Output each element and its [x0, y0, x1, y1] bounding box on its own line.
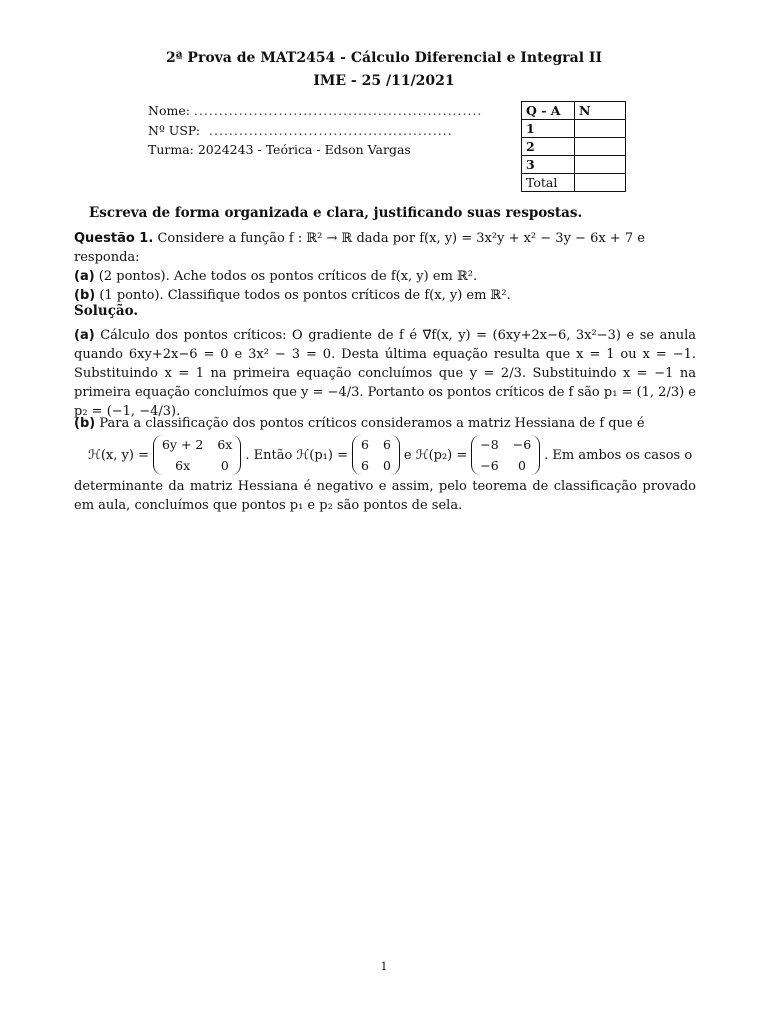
- matrix-entry: 6: [361, 458, 369, 473]
- usp-dots: .................................................: [204, 123, 453, 138]
- page-number: 1: [380, 960, 388, 973]
- part-a-label: (a): [74, 269, 95, 284]
- nome-dots: ..........................................................: [193, 103, 483, 118]
- matrix-entry: −8: [480, 437, 499, 452]
- solution-heading: Solução.: [74, 303, 139, 319]
- grade-table: [521, 101, 626, 192]
- nome-line: [148, 103, 482, 118]
- turma-line: Turma: 2024243 - Teórica - Edson Vargas: [148, 142, 411, 157]
- matrix-entry: −6: [512, 437, 532, 452]
- exam-subtitle: IME - 25 /11/2021: [313, 73, 455, 89]
- question-1: [74, 229, 696, 305]
- then-text: . Então ℋ(p₁) =: [245, 447, 348, 463]
- grade-row-label: 1: [522, 120, 575, 138]
- solution-b-intro: Para a classificação dos pontos críticos consideramos a matriz Hessiana de f que é: [99, 416, 645, 431]
- nome-label: Nome:: [148, 103, 190, 118]
- matrix-entry: 6y + 2: [161, 437, 204, 452]
- question-label: Questão 1.: [74, 231, 154, 246]
- matrix-entry: 6x: [217, 437, 233, 452]
- matrix-entry: 0: [220, 458, 229, 473]
- instructions: Escreva de forma organizada e clara, justificando suas respostas.: [89, 205, 583, 221]
- solution-b-conclusion: determinante da matriz Hessiana é negativo e assim, pelo teorema de classificação provado em aula, concluímos que pontos p₁ e p₂ são pontos de sela.: [74, 479, 696, 513]
- matrix-entry: 6: [361, 437, 369, 452]
- grade-cell: [575, 156, 626, 174]
- question-part-a: [74, 267, 696, 286]
- question-statement: [74, 229, 696, 267]
- hessian-row: [74, 433, 696, 477]
- solution-part-b: [74, 414, 696, 515]
- both-text: . Em ambos os casos o: [544, 447, 693, 463]
- solution-a-text: Cálculo dos pontos críticos: O gradiente de f é ∇⃗f(x, y) = (6xy+2x−6, 3x²−3) e se anula quando 6xy+2x−6 = 0 e 3x² − 3 = 0. Desta última equação resulta que x = 1 ou x = −1. Substituindo x = 1 na primeira equação concluímos que y = 2/3. Substituindo x = −1 na primeira equação concluímos que y = −4/3. Portanto os pontos críticos de f são p₁ = (1, 2/3) e p₂ = (−1, −4/3).: [74, 328, 696, 419]
- solution-a-label: (a): [74, 328, 95, 343]
- hessian-p1-matrix: [352, 435, 400, 475]
- hessian-p2-matrix: [471, 435, 540, 475]
- grade-row-label: Total: [522, 174, 575, 192]
- solution-part-a: [74, 326, 696, 421]
- grade-cell: [575, 120, 626, 138]
- part-a-text: (2 pontos). Ache todos os pontos críticos de f(x, y) em ℝ².: [98, 269, 478, 284]
- grade-cell: [575, 138, 626, 156]
- question-text: Considere a função f : ℝ² → ℝ dada por f(x, y) = 3x²y + x² − 3y − 6x + 7 e responda:: [74, 231, 645, 265]
- solution-b-intro-line: [74, 414, 696, 433]
- exam-title: 2ª Prova de MAT2454 - Cálculo Diferencial e Integral II: [166, 50, 602, 66]
- hessian-lhs: ℋ(x, y) =: [88, 447, 149, 463]
- grade-row-label: 2: [522, 138, 575, 156]
- grade-header-q: Q - A: [522, 102, 575, 120]
- grade-header-n: N: [575, 102, 626, 120]
- grade-row-label: 3: [522, 156, 575, 174]
- part-b-label: (b): [74, 288, 96, 303]
- grade-row: [522, 120, 626, 138]
- grade-row: [522, 174, 626, 192]
- grade-row: [522, 156, 626, 174]
- usp-label: Nº USP:: [148, 123, 201, 138]
- matrix-entry: −6: [480, 458, 499, 473]
- matrix-entry: 6x: [175, 458, 191, 473]
- grade-row: [522, 138, 626, 156]
- and-text: e ℋ(p₂) =: [403, 447, 468, 463]
- grade-header-row: [522, 102, 626, 120]
- solution-b-label: (b): [74, 416, 96, 431]
- usp-line: [148, 123, 453, 138]
- part-b-text: (1 ponto). Classifique todos os pontos críticos de f(x, y) em ℝ².: [99, 288, 511, 303]
- hessian-general-matrix: [153, 435, 241, 475]
- matrix-entry: 6: [382, 437, 391, 452]
- matrix-entry: 0: [517, 458, 526, 473]
- matrix-entry: 0: [382, 458, 391, 473]
- grade-cell: [575, 174, 626, 192]
